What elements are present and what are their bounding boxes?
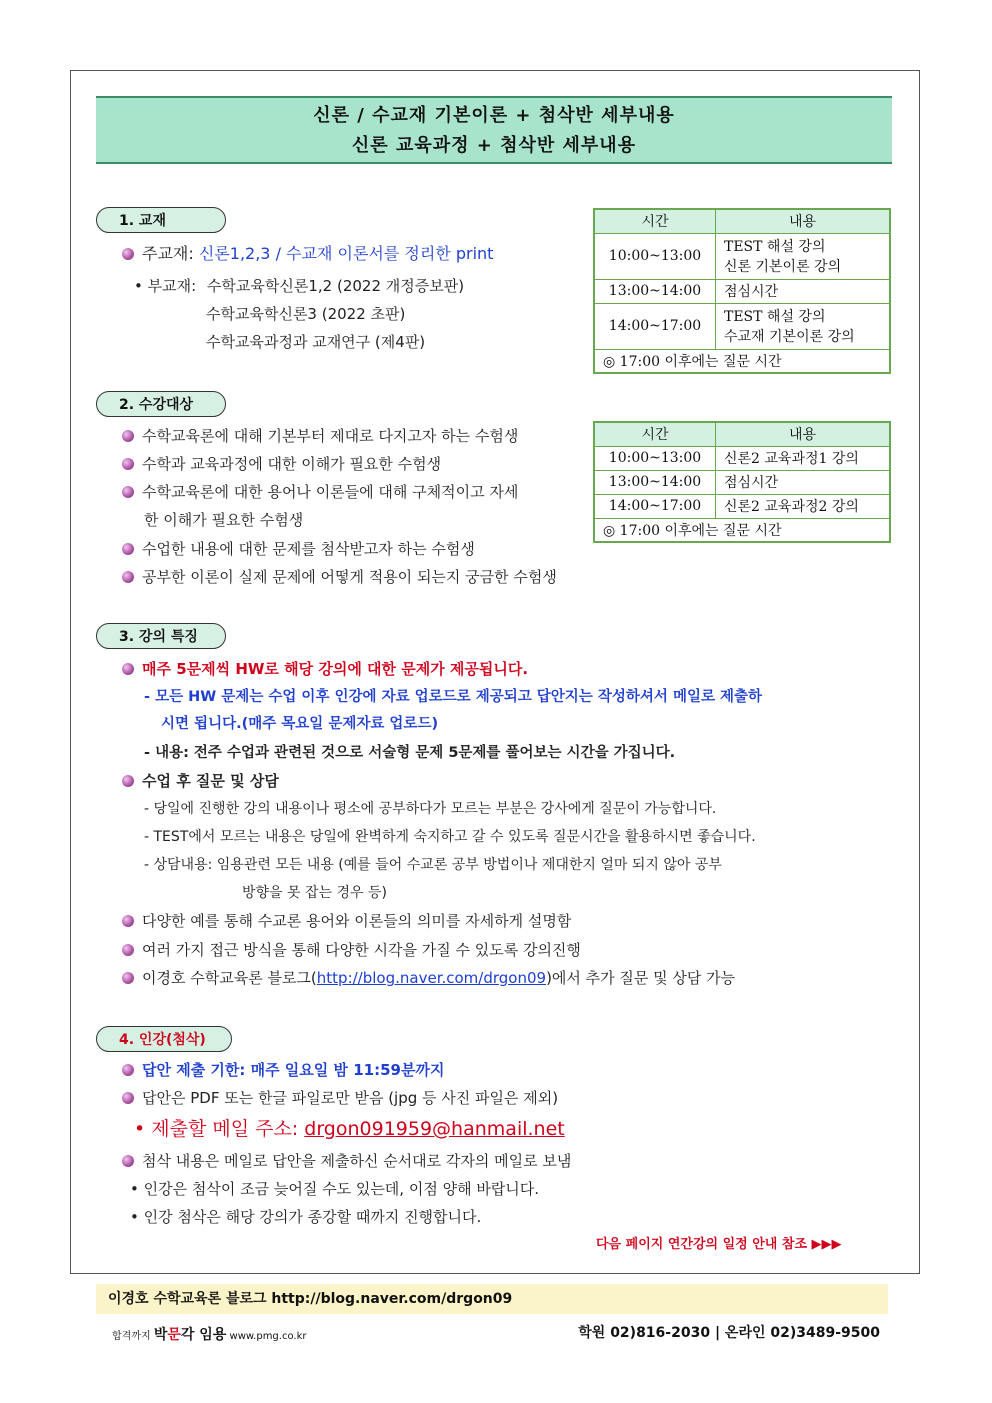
submission-email bbox=[134, 1116, 565, 1142]
bullet-icon bbox=[122, 486, 134, 498]
main-textbook-value: 신론1,2,3 / 수교재 이론서를 정리한 print bbox=[198, 244, 494, 263]
bullet-icon bbox=[122, 663, 134, 675]
footer-tagline: 합격까지 bbox=[112, 1331, 151, 1342]
blog-link[interactable]: http://blog.naver.com/drgon09 bbox=[316, 969, 547, 987]
section-2-label: 2. 수강대상 bbox=[96, 391, 226, 417]
sub-textbook-item: 수학교육학신론1,2 (2022 개정증보판) bbox=[206, 277, 465, 295]
submission-order bbox=[122, 1151, 571, 1171]
bullet-icon bbox=[122, 944, 134, 956]
submission-format bbox=[122, 1088, 558, 1108]
table-row bbox=[594, 470, 890, 494]
bullet-icon bbox=[122, 1155, 134, 1167]
feature-qa-detail-continued: 방향을 못 잡는 경우 등) bbox=[242, 885, 387, 901]
email-link[interactable]: drgon091959@hanmail.net bbox=[304, 1118, 565, 1140]
target-item bbox=[122, 426, 518, 446]
main-textbook bbox=[122, 244, 493, 264]
table-note: ◎ 17:00 이후에는 질문 시간 bbox=[594, 349, 890, 373]
brand-part: 문 bbox=[167, 1327, 181, 1343]
header-time: 시간 bbox=[594, 209, 716, 233]
footer-brand bbox=[112, 1324, 306, 1344]
target-item-text: 수학과 교육과정에 대한 이해가 필요한 수험생 bbox=[142, 455, 442, 473]
submission-format-text: 답안은 PDF 또는 한글 파일로만 받음 (jpg 등 사진 파일은 제외) bbox=[142, 1089, 559, 1107]
next-page-note: 다음 페이지 연간강의 일정 안내 참조 ▶▶▶ bbox=[596, 1237, 842, 1252]
submission-email-prefix: • 제출할 메일 주소: bbox=[134, 1118, 299, 1140]
bullet-icon bbox=[122, 248, 134, 260]
table-note: ◎ 17:00 이후에는 질문 시간 bbox=[594, 518, 890, 542]
target-item-text: 공부한 이론이 실제 문제에 어떻게 적용이 되는지 궁금한 수험생 bbox=[142, 568, 557, 586]
header-content: 내용 bbox=[716, 209, 891, 233]
title-line-1: 신론 / 수교재 기본이론 + 첨삭반 세부내용 bbox=[313, 105, 675, 126]
time-cell: 10:00~13:00 bbox=[594, 446, 716, 470]
feature-hw-content: - 내용: 전주 수업과 관련된 것으로 서술형 문제 5문제를 풀어보는 시간을 가집니다. bbox=[144, 745, 676, 761]
submission-deadline bbox=[122, 1060, 444, 1080]
table-note-row bbox=[594, 349, 890, 373]
feature-blog bbox=[122, 968, 735, 988]
table-row bbox=[594, 494, 890, 518]
time-cell: 10:00~13:00 bbox=[594, 233, 716, 279]
submission-order-text: 첨삭 내용은 메일로 답안을 제출하신 순서대로 각자의 메일로 보냄 bbox=[142, 1152, 572, 1170]
bullet-icon bbox=[122, 1092, 134, 1104]
sub-textbook-item: 수학교육과정과 교재연구 (제4판) bbox=[206, 333, 426, 351]
bullet-icon bbox=[122, 1064, 134, 1076]
target-item bbox=[122, 539, 475, 559]
bullet-icon bbox=[122, 915, 134, 927]
sub-textbook-prefix: • 부교재: bbox=[134, 277, 197, 295]
feature-item-text: 다양한 예를 통해 수교론 용어와 이론들의 의미를 자세하게 설명함 bbox=[142, 912, 572, 930]
footer-blog-bar: 이경호 수학교육론 블로그 http://blog.naver.com/drgon09 bbox=[96, 1284, 888, 1314]
brand-part: 임용 bbox=[194, 1327, 227, 1343]
feature-item bbox=[122, 911, 571, 931]
target-item-text: 수학교육론에 대한 용어나 이론들에 대해 구체적이고 자세 bbox=[142, 483, 519, 501]
table-row bbox=[594, 233, 890, 279]
feature-item-text: 여러 가지 접근 방식을 통해 다양한 시각을 가질 수 있도록 강의진행 bbox=[142, 941, 581, 959]
schedule-table-2 bbox=[593, 421, 891, 543]
target-item-continued: 한 이해가 필요한 수험생 bbox=[144, 511, 304, 529]
bullet-icon bbox=[122, 775, 134, 787]
target-item-text: 수업한 내용에 대한 문제를 첨삭받고자 하는 수험생 bbox=[142, 540, 475, 558]
footer-contact: 학원 02)816-2030 | 온라인 02)3489-9500 bbox=[578, 1325, 880, 1341]
feature-item bbox=[122, 940, 581, 960]
feature-blog-prefix: 이경호 수학교육론 블로그( bbox=[142, 969, 317, 987]
brand-part: 각 bbox=[180, 1327, 195, 1343]
online-note: • 인강은 첨삭이 조금 늦어질 수도 있는데, 이점 양해 바랍니다. bbox=[130, 1180, 540, 1198]
brand-logo bbox=[154, 1327, 227, 1343]
bullet-icon bbox=[122, 430, 134, 442]
content-cell bbox=[716, 303, 891, 349]
feature-hw-detail-continued: 시면 됩니다.(매주 목요일 문제자료 업로드) bbox=[161, 716, 439, 732]
title-banner bbox=[96, 96, 892, 164]
content-cell bbox=[716, 233, 891, 279]
content-cell: 신론2 교육과정1 강의 bbox=[716, 446, 891, 470]
feature-qa bbox=[122, 771, 279, 791]
time-cell: 14:00~17:00 bbox=[594, 303, 716, 349]
content-line: TEST 해설 강의 bbox=[724, 309, 826, 325]
content-cell: 신론2 교육과정2 강의 bbox=[716, 494, 891, 518]
target-item bbox=[122, 482, 518, 502]
target-item bbox=[122, 454, 441, 474]
table-row bbox=[594, 303, 890, 349]
header-content: 내용 bbox=[716, 422, 891, 446]
time-cell: 13:00~14:00 bbox=[594, 470, 716, 494]
target-item-text: 수학교육론에 대해 기본부터 제대로 다지고자 하는 수험생 bbox=[142, 427, 519, 445]
footer-site: www.pmg.co.kr bbox=[229, 1331, 307, 1342]
section-4-label: 4. 인강(첨삭) bbox=[96, 1026, 232, 1052]
feature-qa-text: 수업 후 질문 및 상담 bbox=[142, 772, 279, 790]
feature-hw-text: 매주 5문제씩 HW로 해당 강의에 대한 문제가 제공됩니다. bbox=[142, 660, 529, 678]
main-textbook-prefix: 주교재: bbox=[142, 244, 194, 263]
feature-qa-detail: - TEST에서 모르는 내용은 당일에 완벽하게 숙지하고 갈 수 있도록 질문시간을 활용하시면 좋습니다. bbox=[144, 829, 756, 845]
content-cell: 점심시간 bbox=[716, 279, 891, 303]
submission-deadline-text: 답안 제출 기한: 매주 일요일 밤 11:59분까지 bbox=[142, 1061, 445, 1079]
content-line: TEST 해설 강의 bbox=[724, 239, 826, 255]
header-time: 시간 bbox=[594, 422, 716, 446]
sub-textbook-item: 수학교육학신론3 (2022 초판) bbox=[206, 305, 406, 323]
feature-hw-detail: - 모든 HW 문제는 수업 이후 인강에 자료 업로드로 제공되고 답안지는 작성하셔서 메일로 제출하 bbox=[144, 689, 763, 705]
schedule-table-1 bbox=[593, 208, 891, 374]
feature-blog-suffix: )에서 추가 질문 및 상담 가능 bbox=[546, 969, 736, 987]
table-note-row bbox=[594, 518, 890, 542]
content-line: 수교재 기본이론 강의 bbox=[724, 329, 855, 345]
title-line-2: 신론 교육과정 + 첨삭반 세부내용 bbox=[351, 135, 637, 156]
time-cell: 13:00~14:00 bbox=[594, 279, 716, 303]
feature-hw bbox=[122, 659, 528, 679]
brand-part: 박 bbox=[153, 1327, 168, 1343]
section-1-label: 1. 교재 bbox=[96, 207, 226, 233]
sub-textbook bbox=[134, 276, 464, 296]
table-row bbox=[594, 446, 890, 470]
section-3-label: 3. 강의 특징 bbox=[96, 623, 226, 649]
feature-qa-detail: - 당일에 진행한 강의 내용이나 평소에 공부하다가 모르는 부분은 강사에게 질문이 가능합니다. bbox=[144, 801, 717, 817]
target-item bbox=[122, 567, 557, 587]
feature-qa-detail: - 상담내용: 임용관련 모든 내용 (예를 들어 수교론 공부 방법이나 제대한지 얼마 되지 않아 공부 bbox=[144, 857, 722, 873]
content-cell: 점심시간 bbox=[716, 470, 891, 494]
bullet-icon bbox=[122, 543, 134, 555]
content-line: 신론 기본이론 강의 bbox=[724, 259, 842, 275]
online-note: • 인강 첨삭은 해당 강의가 종강할 때까지 진행합니다. bbox=[130, 1208, 482, 1226]
bullet-icon bbox=[122, 571, 134, 583]
bullet-icon bbox=[122, 972, 134, 984]
time-cell: 14:00~17:00 bbox=[594, 494, 716, 518]
table-row bbox=[594, 279, 890, 303]
bullet-icon bbox=[122, 458, 134, 470]
